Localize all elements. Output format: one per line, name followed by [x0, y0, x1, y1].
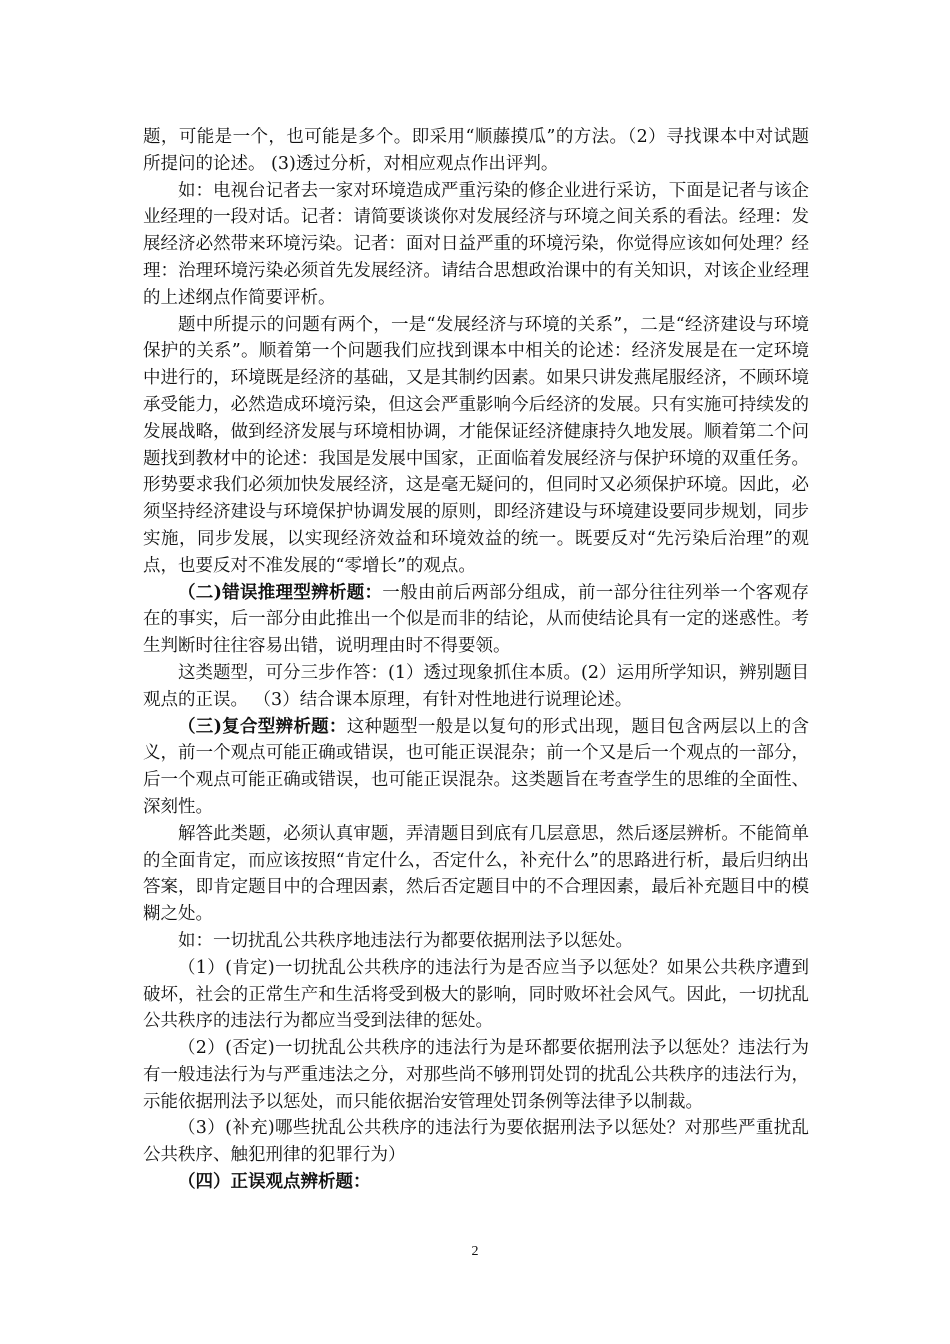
paragraph-negate: （2）(否定)一切扰乱公共秩序的违法行为是环都要依据刑法予以惩处？违法行为有一般违法行为与严重违法之分，对那些尚不够刑罚处罚的扰乱公共秩序的违法行为，示能依据刑法予以惩处，而只能依据治安管理处罚条例等法律予以制裁。 [143, 1038, 809, 1112]
page-number: 2 [471, 1244, 479, 1259]
paragraph-section-two: （二)错误推理型辨析题：一般由前后两部分组成，前一部分往往列举一个客观存在的事实，后一部分由此推出一个似是而非的结论，从而使结论具有一定的迷惑性。考生判断时往往容易出错，说明理由时不得要领。 [143, 582, 810, 657]
paragraph-example-analysis: 题中所提示的问题有两个，一是“发展经济与环境的关系”，二是“经济建设与环境保护的关系”。顺着第一个问题我们应找到课本中相关的论述：经济发展是在一定环境中进行的，环境既是经济的基础，又是其制约因素。如果只讲发燕尾服经济，不顾环境承受能力，必然造成环境污染，但这会严重影响今后经济的发展。只有实施可持续发的发展战略，做到经济发展与环境相协调，才能保证经济健康持久地发展。顺着第二个问题找到教材中的论述：我国是发展中国家，正面临着发展经济与保护环境的双重任务。形势要求我们必须加快发展经济，这是毫无疑问的，但同时又必须保护环境。因此，必须坚持经济建设与环境保护协调发展的原则，即经济建设与环境建设要同步规划，同步实施，同步发展，以实现经济效益和环境效益的统一。既要反对“先污染后治理”的观点，也要反对不准发展的“零增长”的观点。 [143, 314, 809, 576]
paragraph-example-interview: 如：电视台记者去一家对环境造成严重污染的修企业进行采访，下面是记者与该企业经理的一段对话。记者：请简要谈谈你对发展经济与环境之间关系的看法。经理：发展经济必然带来环境污染。记者：面对日益严重的环境污染，你觉得应该如何处理？经理：治理环境污染必须首先发展经济。请结合思想政治课中的有关知识，对该企业经理的上述纲点作简要评析。 [143, 180, 809, 308]
paragraph-section-three: （三)复合型辨析题：这种题型一般是以复句的形式出现，题目包含两层以上的含义，前一个观点可能正确或错误，也可能正误混杂；前一个又是后一个观点的一部分，后一个观点可能正确或错误，也可能正误混杂。这类题旨在考查学生的思维的全面性、深刻性。 [143, 716, 810, 817]
section-heading: （三)复合型辨析题： [178, 716, 347, 737]
paragraph-example-statement: 如：一切扰乱公共秩序地违法行为都要依据刑法予以惩处。 [178, 930, 633, 951]
paragraph-answer-method: 解答此类题，必须认真审题，弄清题目到底有几层意思，然后逐层辨析。不能简单的全面肯定，而应该按照“肯定什么，否定什么，补充什么”的思路进行析，最后归纳出答案，即肯定题目中的合理因素，然后否定题目中的不合理因素，最后补充题目中的模糊之处。 [143, 823, 809, 925]
paragraph-three-steps: 这类题型，可分三步作答：(1）透过现象抓住本质。(2）运用所学知识，辨别题目观点的正误。 （3）结合课本原理，有针对性地进行说理论述。 [143, 662, 809, 710]
paragraph-section-four [143, 1169, 809, 1196]
body-text [143, 124, 809, 1196]
paragraph-supplement: （3）(补充)哪些扰乱公共秩序的违法行为要依据刑法予以惩处？对那些严重扰乱公共秩序、触犯刑律的犯罪行为） [143, 1118, 809, 1166]
paragraph-affirm: （1）(肯定)一切扰乱公共秩序的违法行为是否应当予以惩处？如果公共秩序遭到破坏，社会的正常生产和生活将受到极大的影响，同时败坏社会风气。因此，一切扰乱公共秩序的违法行为都应当受到法律的惩处。 [143, 957, 809, 1032]
section-heading: （四）正误观点辨析题： [178, 1172, 371, 1193]
paragraph-method-steps: 题，可能是一个，也可能是多个。即采用“顺藤摸瓜”的方法。（2）寻找课本中对试题所提问的论述。 (3)透过分析，对相应观点作出评判。 [143, 127, 809, 174]
section-heading: （二)错误推理型辨析题： [178, 582, 383, 603]
